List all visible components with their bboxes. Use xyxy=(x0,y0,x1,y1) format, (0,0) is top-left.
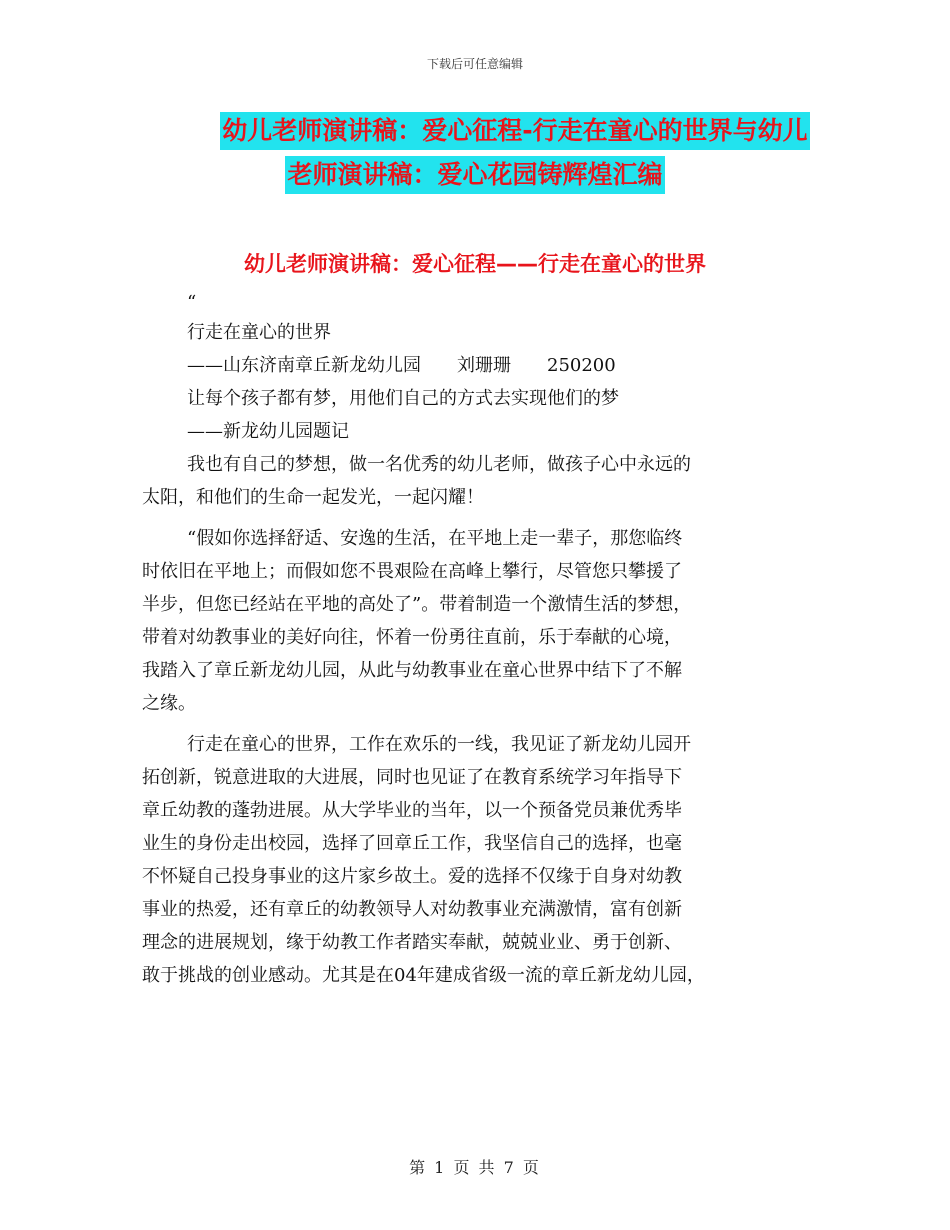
paragraph-line: 敢于挑战的创业感动。尤其是在04年建成省级一流的章丘新龙幼儿园， xyxy=(142,965,705,986)
paragraph-line: 时依旧在平地上；而假如您不畏艰险在高峰上攀行，尽管您只攀援了 xyxy=(142,561,682,582)
section-subtitle: 幼儿老师演讲稿：爱心征程——行走在童心的世界 xyxy=(244,252,706,276)
paragraph-line: 带着对幼教事业的美好向往，怀着一份勇往直前，乐于奉献的心境， xyxy=(142,627,682,648)
document-body xyxy=(142,290,814,992)
speech-heading: 行走在童心的世界 xyxy=(187,322,331,343)
paragraph-2 xyxy=(142,522,814,720)
paragraph-line: “假如你选择舒适、安逸的生活，在平地上走一辈子，那您临终 xyxy=(187,528,683,549)
paragraph-line: 章丘幼教的蓬勃进展。从大学毕业的当年，以一个预备党员兼优秀毕 xyxy=(142,800,682,821)
paragraph-line: 业生的身份走出校园，选择了回章丘工作，我坚信自己的选择，也毫 xyxy=(142,833,682,854)
author-line: ——山东济南章丘新龙幼儿园 刘珊珊 250200 xyxy=(187,355,616,376)
paragraph-line: 半步，但您已经站在平地的高处了”。带着制造一个激情生活的梦想， xyxy=(142,594,692,615)
paragraph-line: 理念的进展规划，缘于幼教工作者踏实奉献，兢兢业业、勇于创新、 xyxy=(142,932,682,953)
paragraph-1 xyxy=(142,448,814,514)
paragraph-line: 拓创新，锐意进取的大进展，同时也见证了在教育系统学习年指导下 xyxy=(142,767,682,788)
opening-quote-mark: “ xyxy=(187,292,197,313)
title-line-1: 幼儿老师演讲稿：爱心征程-行走在童心的世界与幼儿 xyxy=(220,112,809,150)
paragraph-line: 太阳，和他们的生命一起发光，一起闪耀！ xyxy=(142,487,484,508)
title-line-2: 老师演讲稿：爱心花园铸辉煌汇编 xyxy=(285,156,664,194)
motto-source: ——新龙幼儿园题记 xyxy=(187,421,349,442)
paragraph-line: 之缘。 xyxy=(142,693,196,714)
motto-line: 让每个孩子都有梦，用他们自己的方式去实现他们的梦 xyxy=(187,388,619,409)
paragraph-line: 行走在童心的世界，工作在欢乐的一线，我见证了新龙幼儿园开 xyxy=(187,734,691,755)
paragraph-line: 事业的热爱，还有章丘的幼教领导人对幼教事业充满激情，富有创新 xyxy=(142,899,682,920)
paragraph-line: 我也有自己的梦想，做一名优秀的幼儿老师，做孩子心中永远的 xyxy=(187,454,691,475)
paragraph-line: 我踏入了章丘新龙幼儿园，从此与幼教事业在童心世界中结下了不解 xyxy=(142,660,682,681)
header-note: 下载后可任意编辑 xyxy=(426,57,523,71)
paragraph-3 xyxy=(142,728,814,992)
page-number-footer: 第 1 页 共 7 页 xyxy=(409,1158,541,1177)
document-title xyxy=(0,112,950,194)
paragraph-line: 不怀疑自己投身事业的这片家乡故土。爱的选择不仅缘于自身对幼教 xyxy=(142,866,682,887)
